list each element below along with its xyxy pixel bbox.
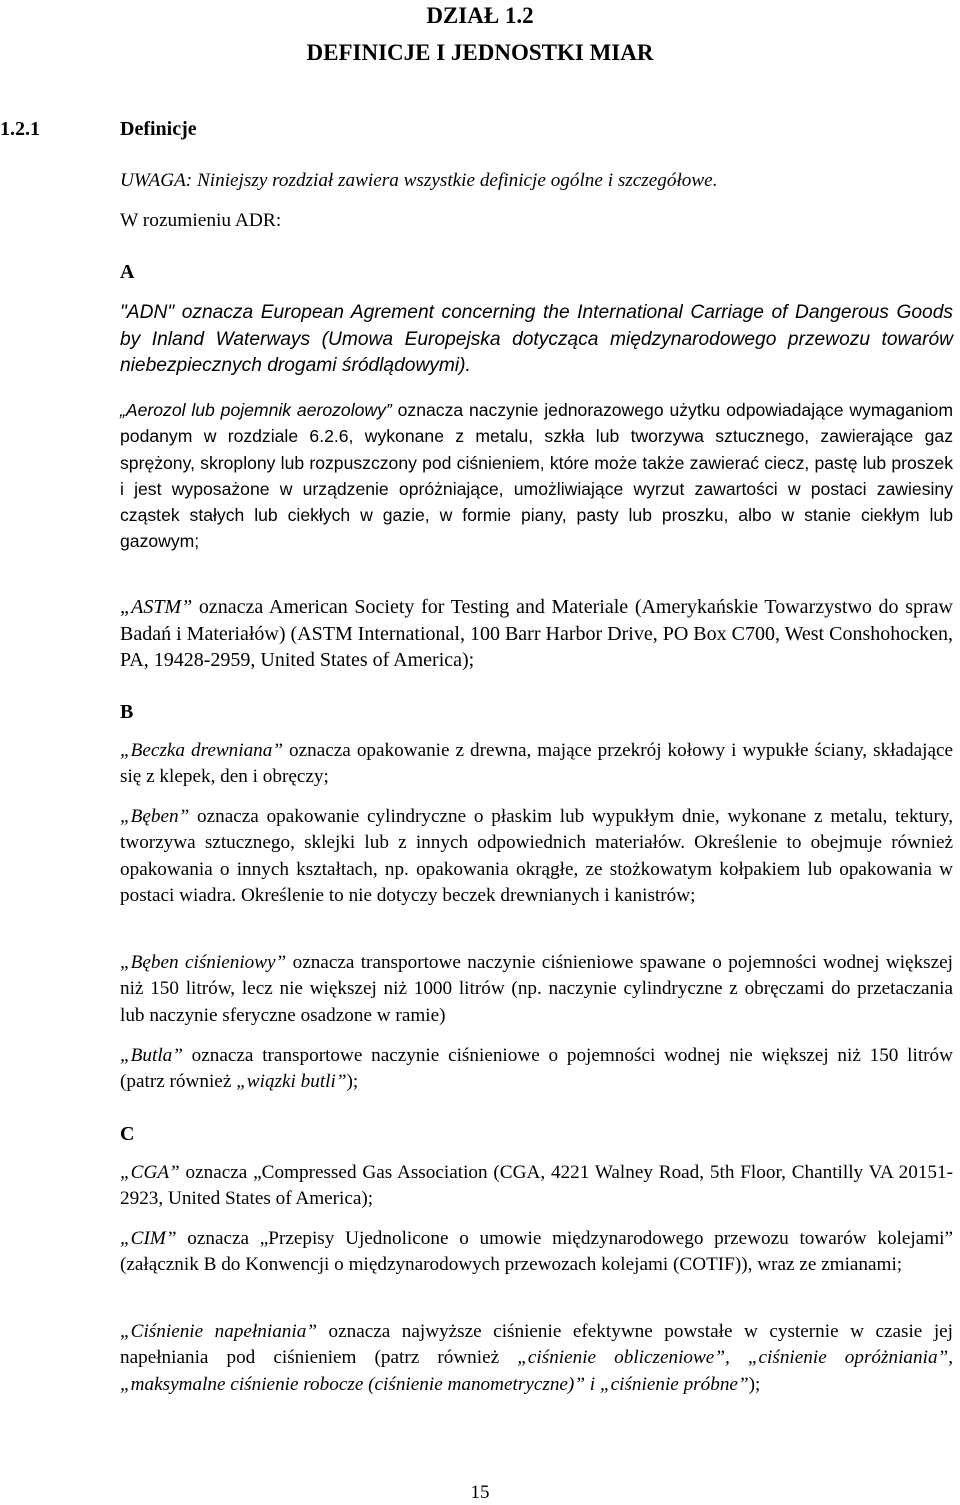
chapter-label: DZIAŁ 1.2: [426, 3, 534, 28]
definition-astm: [120, 594, 953, 674]
letter-a-heading: A: [120, 261, 135, 283]
cisnienie-napelniania-reference: „ciśnienie obliczeniowe”, „ciśnienie opróżniania”, „maksymalne ciśnienie robocze (ciśnienie manometryczne)” i „ciśnienie próbne”: [120, 1347, 954, 1395]
beben-cisnieniowy-term: „Bęben ciśnieniowy”: [120, 952, 287, 973]
definition-beben-cisnieniowy: [120, 950, 953, 1029]
definition-cga: [120, 1160, 953, 1213]
cim-term: „CIM”: [120, 1228, 177, 1249]
butla-reference: „wiązki butli”: [236, 1071, 347, 1093]
page-number: 15: [470, 1482, 490, 1503]
note-text: Niniejszy rozdział zawiera wszystkie definicje ogólne i szczegółowe.: [192, 170, 718, 191]
beben-text: oznacza opakowanie cylindryczne o płaskim lub wypukłym dnie, wykonane z metalu, tektury, tworzywa sztucznego, sklejki lub z innych odpowiednich materiałów. Określenie to obejmuje również opakowania o innych kształtach, np. opakowania okrągłe, ze stożkowatym kołpakiem lub opakowania w postaci wiadra. Określenie to nie dotyczy beczek drewnianych i kanistrów;: [120, 806, 953, 907]
definition-aerozol: [120, 397, 953, 555]
butla-term: „Butla”: [120, 1045, 183, 1066]
section-number: 1.2.1: [0, 118, 40, 140]
beczka-text: oznacza opakowanie z drewna, mające przekrój kołowy i wypukłe ściany, składające się z klepek, den i obręczy;: [120, 740, 953, 788]
definition-cim: [120, 1226, 953, 1279]
definition-beczka: [120, 738, 953, 791]
cga-term: „CGA”: [120, 1162, 180, 1183]
section-title: Definicje: [120, 118, 197, 140]
page-title: DEFINICJE I JEDNOSTKI MIAR: [306, 40, 654, 65]
note: [120, 168, 718, 194]
cisnienie-napelniania-term: „Ciśnienie napełniania”: [120, 1321, 317, 1342]
definition-butla: [120, 1043, 953, 1096]
beben-cisnieniowy-text: oznacza transportowe naczynie ciśnieniowe spawane o pojemności wodnej większej niż 150 litrów, lecz nie większej niż 1000 litrów (np. naczynie cylindryczne z obręczami do przetaczania lub naczynie sferyczne osadzone w ramie): [120, 952, 953, 1026]
cim-text: oznacza „Przepisy Ujednolicone o umowie międzynarodowego przewozu towarów kolejami” (załącznik B do Konwencji o międzynarodowych przewozach kolejami (COTIF)), wraz ze zmianami;: [120, 1228, 953, 1276]
definition-cisnienie-napelniania: [120, 1319, 953, 1398]
cisnienie-napelniania-text: oznacza najwyższe ciśnienie efektywne powstałe w cysternie w czasie jej napełniania pod ciśnieniem (patrz również: [120, 1321, 953, 1369]
letter-c-heading: C: [120, 1123, 135, 1145]
beczka-term: „Beczka drewniana”: [120, 740, 284, 761]
aerozol-term: „Aerozol lub pojemnik aerozolowy”: [120, 400, 392, 420]
definition-adn: "ADN" oznacza European Agrement concerning the International Carriage of Dangerous Goods by Inland Waterways (Umowa Europejska dotycząca międzynarodowego przewozu towarów niebezpiecznych drogami śródlądowymi).: [120, 302, 953, 377]
intro-text: W rozumieniu ADR:: [120, 210, 282, 231]
definition-beben: [120, 804, 953, 910]
note-label: UWAGA:: [120, 170, 193, 191]
astm-term: „ASTM”: [120, 596, 193, 618]
letter-b-heading: B: [120, 701, 134, 723]
butla-end: );: [346, 1071, 359, 1093]
butla-text: oznacza transportowe naczynie ciśnieniowe o pojemności wodnej nie większej niż 150 litrów (patrz również: [120, 1045, 953, 1093]
aerozol-text: oznacza naczynie jednorazowego użytku odpowiadające wymaganiom podanym w rozdziale 6.2.6, wykonane z metalu, szkła lub tworzywa sztucznego, zawierające gaz sprężony, skroplony lub rozpuszczony pod ciśnieniem, które może także zawierać ciecz, pastę lub proszek i jest wyposażone w urządzenie opróżniające, umożliwiające wyrzut zawartości w postaci zawiesiny cząstek stałych lub ciekłych w gazie, w formie piany, pasty lub proszku, albo w stanie ciekłym lub gazowym;: [120, 400, 953, 552]
beben-term: „Bęben”: [120, 806, 190, 827]
astm-text: oznacza American Society for Testing and Materiale (Amerykańskie Towarzystwo do spraw Badań i Materiałów) (ASTM International, 100 Barr Harbor Drive, PO Box C700, West Conshohocken, PA, 19428-2959, United States of America);: [120, 596, 953, 672]
cisnienie-napelniania-end: );: [748, 1373, 761, 1395]
cga-text: oznacza „Compressed Gas Association (CGA, 4221 Walney Road, 5th Floor, Chantilly VA 20151-2923, United States of America);: [120, 1162, 953, 1210]
